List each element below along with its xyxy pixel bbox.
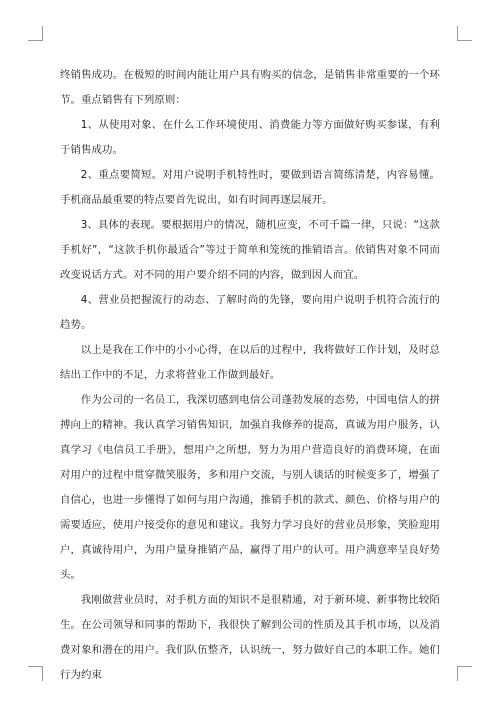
paragraph-principle-3: 3、具体的表现。要根据用户的情况，随机应变，不可千篇一律，只说：“这款手机好”，“这款手机你最适合”等过于简单和笼统的推销语言。依销售对象不同而改变说话方式。对不同的用户要介绍不同的内容，做到因人而宜。	[60, 219, 440, 281]
paragraph-principle-2: 2、重点要简短。对用户说明手机特性时，要做到语言简练清楚，内容易懂。手机商品最重要的特点要首先说出，如有时间再逐层展开。	[60, 169, 440, 206]
paragraph-continuation: 终销售成功。在极短的时间内能让用户具有购买的信念，是销售非常重要的一个环节。重点销售有下列原则：	[60, 69, 440, 106]
crop-mark-bottom-left	[28, 666, 43, 681]
paragraph-principle-1: 1、从使用对象、在什么工作环境使用、消费能力等方面做好购买参谋，有利于销售成功。	[60, 119, 440, 156]
paragraph-new-employee: 我刚做营业员时，对手机方面的知识不是很精通，对于新环境、新事物比较陌生。在公司领导和同事的帮助下，我很快了解到公司的性质及其手机市场，以及消费对象和潜在的用户。我们队伍整齐，认识统一，努力做好自己的本职工作。她们行为约束	[60, 594, 440, 681]
paragraph-principle-4: 4、营业员把握流行的动态、了解时尚的先锋，要向用户说明手机符合流行的趋势。	[60, 294, 440, 331]
crop-mark-top-right	[457, 26, 472, 41]
paragraph-employee-reflection: 作为公司的一名员工，我深切感到电信公司蓬勃发展的态势，中国电信人的拼搏向上的精神。我认真学习销售知识，加强自我修养的提高，真诚为用户服务，认真学习《电信员工手册》，想用户之所想，努力为用户营造良好的消费环境，在面对用户的过程中贯穿微笑服务，多和用户交流，与别人谈话的时候变多了，增强了自信心，也进一步懂得了如何与用户沟通，推销手机的款式、颜色、价格与用户的需要适应，使用户接受你的意见和建议。我努力学习良好的营业员形象，笑脸迎用户，真诚待用户，为用户量身推销产品，赢得了用户的认可。用户满意率呈良好势头。	[60, 394, 440, 581]
crop-mark-bottom-right	[457, 666, 472, 681]
paragraph-summary: 以上是我在工作中的小小心得，在以后的过程中，我将做好工作计划，及时总结出工作中的不足，力求将营业工作做到最好。	[60, 344, 440, 381]
crop-mark-top-left	[28, 26, 43, 41]
document-body	[60, 63, 440, 688]
